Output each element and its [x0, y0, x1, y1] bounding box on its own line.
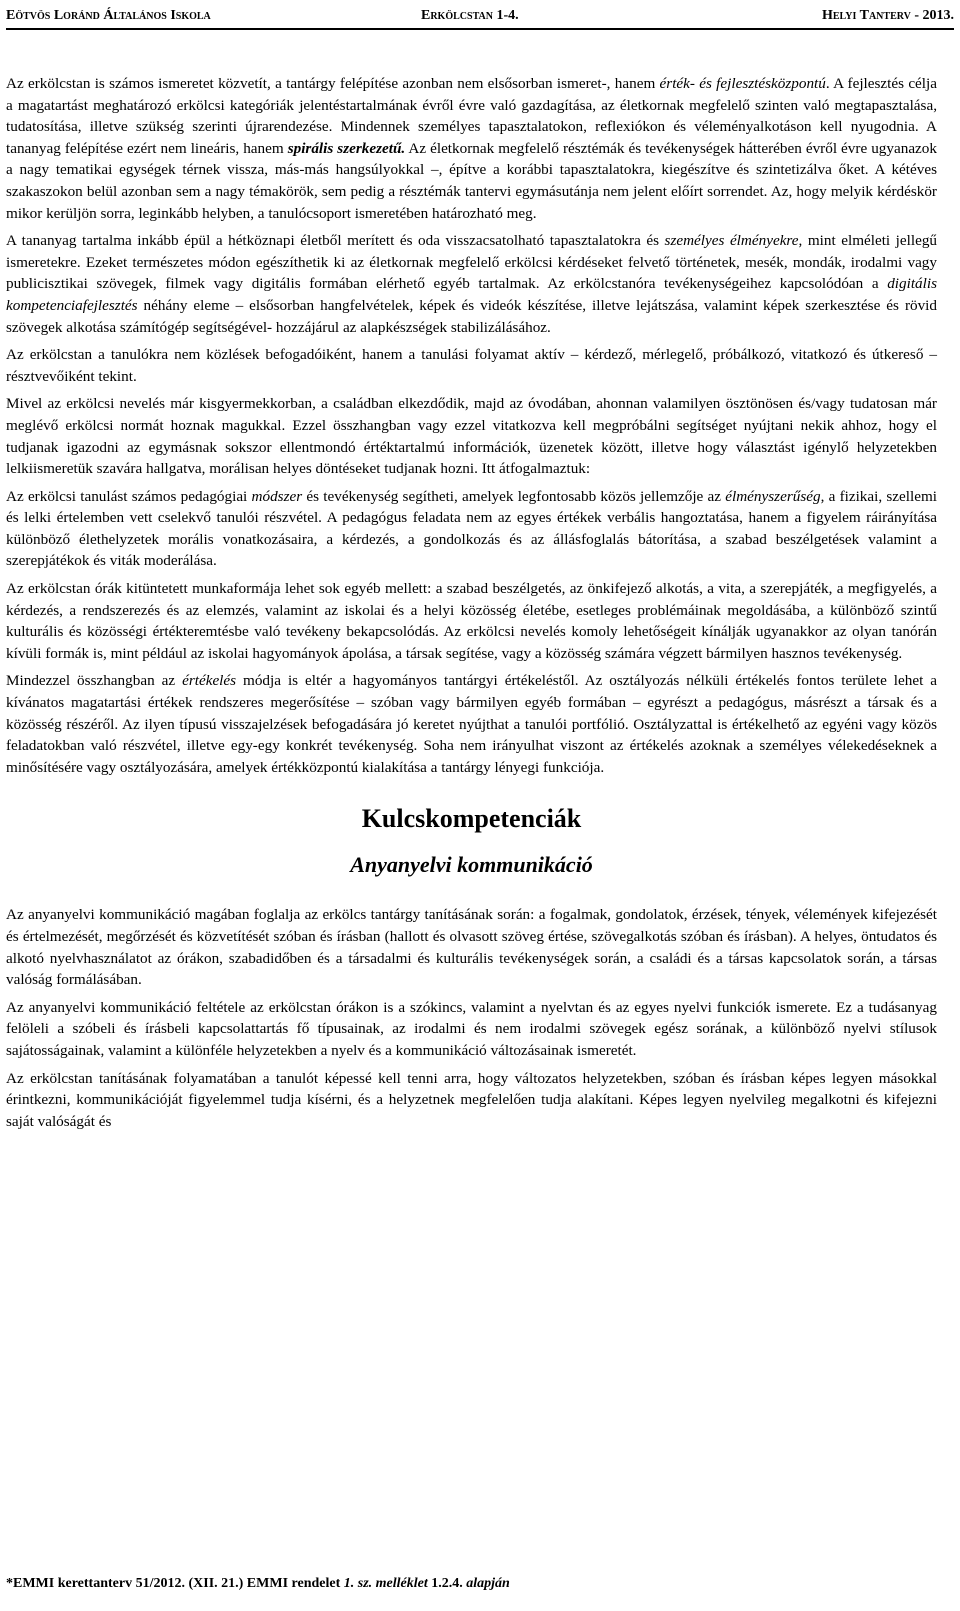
document-body — [6, 73, 937, 1138]
paragraph-7: Mindezzel összhangban az értékelés módja is eltér a hagyományos tantárgyi értékeléstől. Az osztályozás nélküli értékelés fontos területe lehet a kívánatos magatartási értékek rendszeres megerősítése – szóban vagy bármilyen egyéb formában – egyrészt a pedagógus, másrészt a társak és a közösség részéről. Az ilyen típusú visszajelzések befogadására jó keretet nyújthat a tanulói portfólió. Osztályzattal is értékelhető az egyéni vagy közös feladatokban való részvétel, illetve egy-egy konkrét tevékenység. Soha nem irányulhat viszont az értékelés azoknak a személyes vélekedéseknek a minősítésére vagy osztályozására, amelyek értékközpontú kialakítása a tantárgy lényegi funkciója. — [6, 672, 938, 776]
header-school-name: Eötvös Loránd Általános Iskola — [6, 8, 211, 23]
header-curriculum: Helyi Tanterv - 2013. — [821, 8, 954, 23]
paragraph-5: Az erkölcsi tanulást számos pedagógiai módszer és tevékenység segítheti, amelyek legfontosabb közös jellemzője az élményszerűség, a fizikai, szellemi és lelki értelemben vett cselekvő tanulói részvétel. A pedagógus feladata nem az egyes értékek verbális hangoztatása, hanem a figyelem ráirányítása különböző élethelyzetek morális vonatkozásaira, a kérdezés, a gondolkozás és az állásfoglalás bátorítása, a szabad beszélgetések valamint a szerepjátékok és viták moderálása. — [6, 487, 937, 570]
paragraph-10: Az erkölcstan tanításának folyamatában a tanulót képessé kell tenni arra, hogy változatos helyzetekben, szóban és írásban képes legyen másokkal érintkezni, kommunikációját figyelemmel tudja kísérni, és a helyzetnek megfelelően tudja alakítani. Képes legyen nyelvileg megalkotni és kifejezni saját valóságát és — [6, 1069, 937, 1130]
section-heading: Kulcskompetenciák — [361, 804, 582, 834]
paragraph-6: Az erkölcstan órák kitüntetett munkaformája lehet sok egyéb mellett: a szabad beszélgetés, az önkifejező alkotás, a vita, a szerepjáték, a megfigyelés, a kérdezés, a rendszerezés és az elemzés, valamint az iskolai és a helyi közösség életébe, esetleges problémáinak megoldásába, a különböző szintű kulturális és közösségi értékteremtésbe való tevékeny bekapcsolódás. Az erkölcsi nevelés komoly lehetőségeit kínálják ugyanakkor az olyan tanórán kívüli formák is, mint például az iskolai hagyományok ápolása, a társak segítése, vagy a közösség számára végzett bármilyen hasznos tevékenység. — [6, 580, 937, 662]
page-header — [6, 6, 954, 30]
subsection-heading: Anyanyelvi kommunikáció — [350, 852, 593, 878]
paragraph-8: Az anyanyelvi kommunikáció magában foglalja az erkölcs tantárgy tanításának során: a fogalmak, gondolatok, érzések, tények, vélemények kifejezését és értelmezését, megőrzését és közvetítését szóban és írásban (hallott és olvasott szöveg értése, szövegalkotás szóban és írásban). A helyes, öntudatos és alkotó nyelvhasználatot az órákon, szabadidőben és a társadalmi és kulturális tevékenységek során, a családi és a társas kapcsolatok során, a társas valóság formálásában. — [6, 906, 937, 989]
page-footnote: *EMMI kerettanterv 51/2012. (XII. 21.) EMMI rendelet 1. sz. melléklet 1.2.4. alapján — [6, 1576, 510, 1591]
paragraph-1: Az erkölcstan is számos ismeretet közvetít, a tantárgy felépítése azonban nem elsősorban ismeret-, hanem érték- és fejlesztésközpontú. A fejlesztés célja a magatartást meghatározó erkölcsi kategóriák jelentéstartalmának évről évre való gazdagítása, az életkornak megfelelő szinten való megtapasztalása, tudatosítása, illetve szükség szerinti újrarendezése. Mindennek személyes tapasztalatokon, reflexiókon és véleményalkotáson kell nyugodnia. A tananyag felépítése ezért nem lineáris, hanem spirális szerkezetű. Az életkornak megfelelő résztémák és tevékenységek hátterében évről évre ugyanazok a nagy tematikai egységek térnek vissza, más-más hangsúlyokkal –, építve a korábbi tapasztalatokra, kiegészítve és szintetizálva őket. A kétéves szakaszokon belül azonban sem a nagy témakörök, sem pedig a résztémák tantervi egymásutánja nem jelent előírt sorrendet. Az, hogy melyik kérdéskör mikor kerüljön sorra, leginkább helyben, a tanulócsoport ismeretében határozható meg. — [6, 75, 937, 222]
paragraph-3: Az erkölcstan a tanulókra nem közlések befogadóiként, hanem a tanulási folyamat aktív – kérdező, mérlegelő, próbálkozó, vitatkozó és útkereső – résztvevőiként tekint. — [6, 346, 937, 385]
header-subject: Erkölcstan 1-4. — [421, 8, 519, 23]
paragraph-9: Az anyanyelvi kommunikáció feltétele az erkölcstan órákon is a szókincs, valamint a nyelvtan és az egyes nyelvi funkciók ismerete. Ez a tudásanyag felöleli a szóbeli és írásbeli kapcsolattartás fő típusainak, az irodalmi és nem irodalmi szövegek egész sorának, a különböző nyelvi stílusok sajátosságainak, valamint a különféle helyzetekben a nyelv és a kommunikáció változásainak ismeretét. — [6, 998, 937, 1059]
paragraph-2: A tananyag tartalma inkább épül a hétköznapi életből merített és oda visszacsatolható tapasztalatokra és személyes élményekre, mint elméleti jellegű ismeretekre. Ezeket természetes módon egészíthetik ki az életkornak megfelelő erkölcsi kérdéseket felvető történetek, mesék, mondák, irodalmi vagy publicisztikai szövegek, filmek vagy digitális formában elérhető egyéb tartalmak. Az erkölcstanóra tevékenységeihez kapcsolódóan a digitális kompetenciafejlesztés néhány eleme – elsősorban hangfelvételek, képek és videók készítése, illetve lejátszása, valamint képek szerkesztése és rövid szövegek alkotása számítógép segítségével- hozzájárul az alapkészségek stabilizálásához. — [6, 232, 938, 336]
paragraph-4: Mivel az erkölcsi nevelés már kisgyermekkorban, a családban elkezdődik, majd az óvodában, ahonnan valamilyen ösztönösen és/vagy tudatosan már meglévő erkölcsi normát hoznak magukkal. Ezzel összhangban vagy ezzel vitatkozva kell megpróbálni segítséget nyújtani nekik ahhoz, hogy el tudjanak igazodni az egymásnak sokszor ellentmondó értéktartalmú információk, üzenetek között, illetve hogy választást igénylő helyzetekben lelkiismeretük szavára hallgatva, morálisan helyes döntéseket tudjanak hozni. Itt átfogalmaztuk: — [6, 395, 937, 478]
